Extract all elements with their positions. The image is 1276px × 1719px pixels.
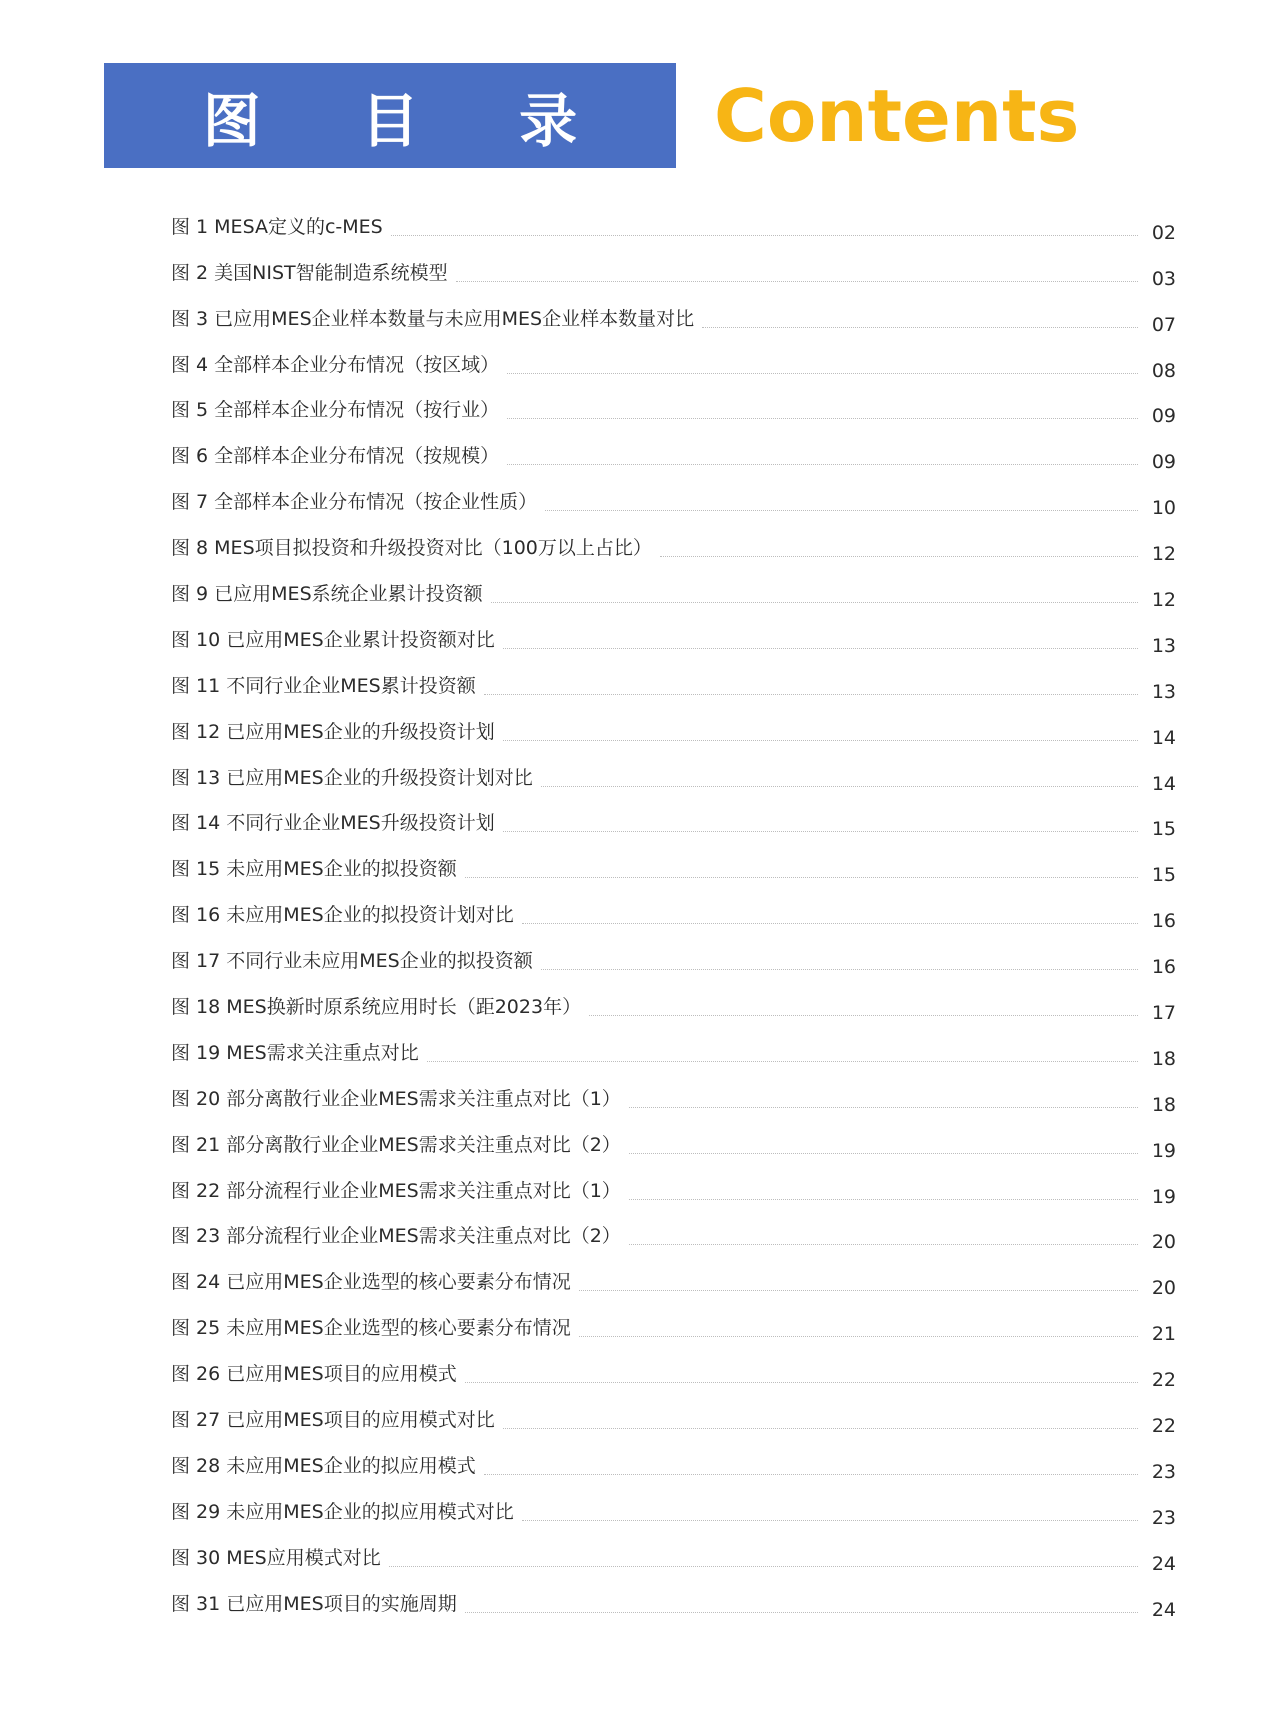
toc-entry[interactable]	[171, 1162, 1176, 1208]
toc-entry[interactable]	[171, 840, 1176, 886]
toc-entry[interactable]	[171, 1024, 1176, 1070]
toc-entry-label: 图 12 已应用MES企业的升级投资计划	[171, 720, 495, 743]
toc-entry-page-number: 20	[1151, 1231, 1176, 1254]
toc-entry-label: 图 5 全部样本企业分布情况（按行业）	[171, 399, 500, 422]
toc-entry-label: 图 3 已应用MES企业样本数量与未应用MES企业样本数量对比	[171, 307, 695, 330]
toc-entry-page-number: 19	[1151, 1139, 1176, 1162]
toc-entry-page-number: 14	[1151, 772, 1176, 795]
toc-entry-page-number: 03	[1151, 267, 1176, 290]
toc-leader-dots	[541, 968, 1138, 970]
toc-leader-dots	[491, 601, 1138, 603]
toc-leader-dots	[465, 1381, 1138, 1383]
toc-entry-page-number: 13	[1151, 680, 1176, 703]
toc-leader-dots	[522, 1519, 1138, 1521]
toc-entry-page-number: 15	[1151, 864, 1176, 887]
toc-entry-label: 图 15 未应用MES企业的拟投资额	[171, 858, 457, 881]
toc-entry-page-number: 23	[1151, 1460, 1176, 1483]
toc-leader-dots	[660, 555, 1138, 557]
toc-entry-page-number: 12	[1151, 589, 1176, 612]
toc-entry[interactable]	[171, 565, 1176, 611]
toc-entry[interactable]	[171, 1437, 1176, 1483]
toc-leader-dots	[522, 922, 1138, 924]
toc-entry[interactable]	[171, 1575, 1176, 1621]
toc-entry[interactable]	[171, 657, 1176, 703]
toc-leader-dots	[507, 463, 1138, 465]
toc-entry[interactable]	[171, 795, 1176, 841]
toc-entry-label: 图 20 部分离散行业企业MES需求关注重点对比（1）	[171, 1087, 621, 1110]
toc-entry-label: 图 11 不同行业企业MES累计投资额	[171, 674, 476, 697]
toc-entry-label: 图 23 部分流程行业企业MES需求关注重点对比（2）	[171, 1225, 621, 1248]
toc-entry-label: 图 7 全部样本企业分布情况（按企业性质）	[171, 491, 538, 514]
toc-entry-page-number: 18	[1151, 1093, 1176, 1116]
toc-leader-dots	[503, 647, 1138, 649]
toc-leader-dots	[503, 1427, 1138, 1429]
toc-entry-page-number: 21	[1151, 1323, 1176, 1346]
toc-entry-page-number: 10	[1151, 497, 1176, 520]
toc-entry-label: 图 24 已应用MES企业选型的核心要素分布情况	[171, 1271, 571, 1294]
header-banner	[104, 63, 676, 168]
toc-entry-label: 图 19 MES需求关注重点对比	[171, 1041, 419, 1064]
toc-entry-label: 图 6 全部样本企业分布情况（按规模）	[171, 445, 500, 468]
toc-leader-dots	[503, 739, 1138, 741]
toc-entry-label: 图 2 美国NIST智能制造系统模型	[171, 261, 448, 284]
toc-entry-label: 图 27 已应用MES项目的应用模式对比	[171, 1409, 495, 1432]
toc-entry-label: 图 18 MES换新时原系统应用时长（距2023年）	[171, 996, 582, 1019]
toc-entry-label: 图 16 未应用MES企业的拟投资计划对比	[171, 904, 514, 927]
toc-leader-dots	[589, 1014, 1138, 1016]
page-title-cn: 图 目 录	[202, 86, 618, 155]
toc-entry-label: 图 9 已应用MES系统企业累计投资额	[171, 583, 483, 606]
toc-entry-page-number: 17	[1151, 1002, 1176, 1025]
toc-entry-page-number: 14	[1151, 726, 1176, 749]
toc-entry[interactable]	[171, 244, 1176, 290]
toc-leader-dots	[541, 785, 1138, 787]
toc-entry[interactable]	[171, 1345, 1176, 1391]
toc-entry[interactable]	[171, 749, 1176, 795]
toc-entry-page-number: 20	[1151, 1277, 1176, 1300]
toc-entry[interactable]	[171, 1253, 1176, 1299]
toc-entry-label: 图 26 已应用MES项目的应用模式	[171, 1363, 457, 1386]
toc-entry-label: 图 4 全部样本企业分布情况（按区域）	[171, 353, 500, 376]
toc-leader-dots	[629, 1243, 1138, 1245]
toc-leader-dots	[456, 280, 1138, 282]
toc-entry-page-number: 15	[1151, 818, 1176, 841]
toc-leader-dots	[484, 1473, 1138, 1475]
toc-entry[interactable]	[171, 886, 1176, 932]
toc-leader-dots	[391, 234, 1138, 236]
table-of-figures	[171, 198, 1176, 1621]
toc-entry-page-number: 09	[1151, 405, 1176, 428]
toc-leader-dots	[629, 1106, 1138, 1108]
toc-entry[interactable]	[171, 978, 1176, 1024]
toc-entry[interactable]	[171, 1391, 1176, 1437]
toc-entry[interactable]	[171, 1208, 1176, 1254]
toc-entry[interactable]	[171, 336, 1176, 382]
toc-entry[interactable]	[171, 703, 1176, 749]
toc-entry[interactable]	[171, 1116, 1176, 1162]
toc-entry-page-number: 18	[1151, 1047, 1176, 1070]
toc-entry-page-number: 23	[1151, 1506, 1176, 1529]
toc-entry-label: 图 29 未应用MES企业的拟应用模式对比	[171, 1500, 514, 1523]
toc-entry-label: 图 14 不同行业企业MES升级投资计划	[171, 812, 495, 835]
toc-entry-label: 图 31 已应用MES项目的实施周期	[171, 1592, 457, 1615]
toc-entry-page-number: 24	[1151, 1552, 1176, 1575]
toc-entry[interactable]	[171, 1529, 1176, 1575]
toc-entry-label: 图 28 未应用MES企业的拟应用模式	[171, 1454, 476, 1477]
toc-entry-page-number: 24	[1151, 1598, 1176, 1621]
toc-entry[interactable]	[171, 1483, 1176, 1529]
toc-leader-dots	[465, 876, 1138, 878]
toc-entry-label: 图 30 MES应用模式对比	[171, 1546, 381, 1569]
toc-entry[interactable]	[171, 1299, 1176, 1345]
toc-leader-dots	[503, 830, 1138, 832]
toc-entry-label: 图 22 部分流程行业企业MES需求关注重点对比（1）	[171, 1179, 621, 1202]
toc-leader-dots	[507, 372, 1138, 374]
toc-entry-page-number: 16	[1151, 956, 1176, 979]
toc-entry-page-number: 16	[1151, 910, 1176, 933]
toc-leader-dots	[629, 1152, 1138, 1154]
toc-leader-dots	[507, 417, 1138, 419]
toc-entry-page-number: 19	[1151, 1185, 1176, 1208]
toc-entry-page-number: 07	[1151, 313, 1176, 336]
toc-entry-label: 图 1 MESA定义的c-MES	[171, 215, 383, 238]
toc-entry-label: 图 10 已应用MES企业累计投资额对比	[171, 628, 495, 651]
toc-leader-dots	[427, 1060, 1138, 1062]
toc-leader-dots	[465, 1611, 1138, 1613]
toc-leader-dots	[702, 326, 1138, 328]
toc-entry-label: 图 8 MES项目拟投资和升级投资对比（100万以上占比）	[171, 537, 652, 560]
toc-entry-page-number: 12	[1151, 543, 1176, 566]
toc-entry-page-number: 22	[1151, 1369, 1176, 1392]
toc-entry-page-number: 09	[1151, 451, 1176, 474]
toc-entry-page-number: 22	[1151, 1415, 1176, 1438]
toc-entry-page-number: 08	[1151, 359, 1176, 382]
toc-leader-dots	[579, 1289, 1138, 1291]
toc-entry[interactable]	[171, 1070, 1176, 1116]
toc-entry-label: 图 13 已应用MES企业的升级投资计划对比	[171, 766, 533, 789]
page-title-en: Contents	[714, 74, 1080, 158]
toc-leader-dots	[484, 693, 1138, 695]
toc-entry[interactable]	[171, 198, 1176, 244]
toc-leader-dots	[545, 509, 1138, 511]
toc-leader-dots	[629, 1198, 1138, 1200]
toc-entry[interactable]	[171, 473, 1176, 519]
toc-entry-label: 图 17 不同行业未应用MES企业的拟投资额	[171, 950, 533, 973]
toc-entry-label: 图 25 未应用MES企业选型的核心要素分布情况	[171, 1317, 571, 1340]
toc-entry-label: 图 21 部分离散行业企业MES需求关注重点对比（2）	[171, 1133, 621, 1156]
toc-entry[interactable]	[171, 382, 1176, 428]
toc-entry[interactable]	[171, 519, 1176, 565]
toc-entry[interactable]	[171, 932, 1176, 978]
toc-entry-page-number: 13	[1151, 634, 1176, 657]
toc-leader-dots	[389, 1565, 1138, 1567]
toc-entry[interactable]	[171, 611, 1176, 657]
toc-entry[interactable]	[171, 290, 1176, 336]
toc-entry[interactable]	[171, 427, 1176, 473]
toc-entry-page-number: 02	[1151, 221, 1176, 244]
toc-leader-dots	[579, 1335, 1138, 1337]
